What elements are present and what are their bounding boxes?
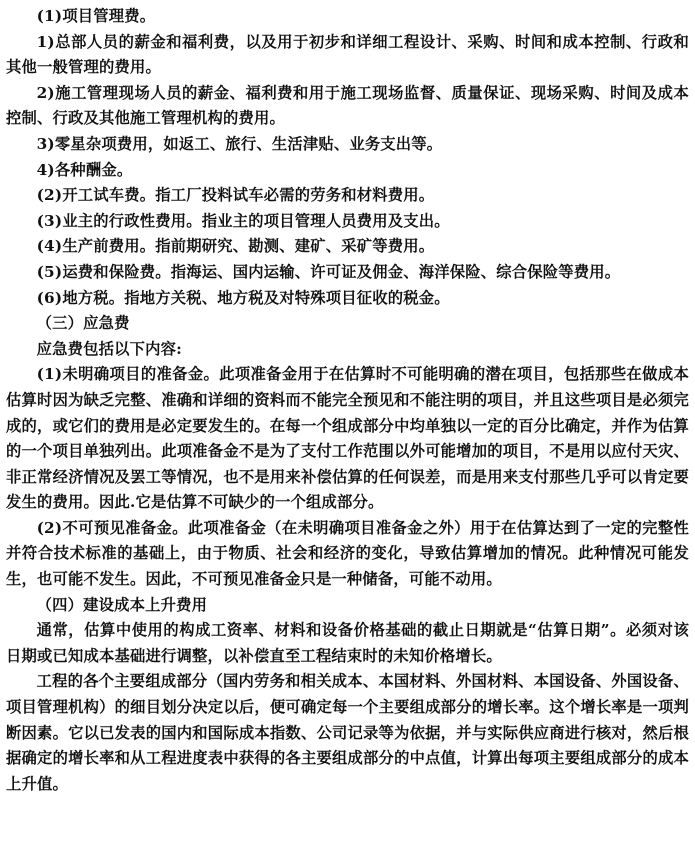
paragraph-undefined-items-reserve: (1)未明确项目的准备金。此项准备金用于在估算时不可能明确的潜在项目，包括那些在做成本估算时因为缺乏完整、准确和详细的资料而不能完全预见和不能注明的项目，并且这些项目是必须完成的，或它们的费用是必定要发生的。在每一个组成部分中均单独以一定的百分比确定，并作为估算的一个项目单独列出。此项准备金不是为了支付工作范围以外可能增加的项目，不是用以应付天灾、非正常经济情况及罢工等情况，也不是用来补偿估算的任何误差，而是用来支付那些几乎可以肯定要发生的费用。因此.它是估算不可缺少的一个组成部分。 [6,365,689,512]
paragraph-local-tax: (6)地方税。指地方关税、地方税及对特殊项目征收的税金。 [36,288,450,307]
paragraph-growth-rate: 工程的各个主要组成部分（国内劳务和相关成本、本国材料、外国材料、本国设备、外国设备、项目管理机构）的细目划分决定以后，便可确定每一个主要组成部分的增长率。这个增长率是一项判断因素。它以已发表的国内和国际成本指数、公司记录等为依据，并与实际供应商进行核对，然后根据确定的增长率和从工程进度表中获得的各主要组成部分的中点值，计算出每项主要组成部分的成本上升值。 [6,672,689,793]
paragraph-freight-insurance: (5)运费和保险费。指海运、国内运输、许可证及佣金、海洋保险、综合保险等费用。 [36,262,621,281]
paragraph-estimate-date: 通常，估算中使用的构成工资率、材料和设备价格基础的截止日期就是“估算日期”。必须对该日期或已知成本基础进行调整，以补偿直至工程结束时的未知价格增长。 [6,621,689,665]
paragraph-site-management-staff: 2)施工管理现场人员的薪金、福利费和用于施工现场监督、质量保证、现场采购、时间及成本控制、行政及其他施工管理机构的费用。 [6,83,689,128]
paragraph-headquarters-staff: 1)总部人员的薪金和福利费，以及用于初步和详细工程设计、采购、时间和成本控制、行政和其他一般管理的费用。 [6,32,689,77]
paragraph-remuneration: 4)各种酬金。 [36,160,133,179]
paragraph-contingency-intro: 应急费包括以下内容: [36,339,182,358]
paragraph-owner-admin-fee: (3)业主的行政性费用。指业主的项目管理人员费用及支出。 [36,211,450,230]
paragraph-unforeseen-reserve: (2)不可预见准备金。此项准备金（在未明确项目准备金之外）用于在估算达到了一定的完整性并符合技术标准的基础上，由于物质、社会和经济的变化，导致估算增加的情况。此种情况可能发生，也可能不发生。因此，不可预见准备金只是一种储备，可能不动用。 [6,518,689,589]
section-heading-contingency: （三）应急费 [36,314,130,333]
paragraph-miscellaneous-costs: 3)零星杂项费用，如返工、旅行、生活津贴、业务支出等。 [36,134,443,153]
paragraph-commissioning-fee: (2)开工试车费。指工厂投料试车必需的劳务和材料费用。 [36,186,435,205]
paragraph-preproduction-fee: (4)生产前费用。指前期研究、勘测、建矿、采矿等费用。 [36,237,435,256]
section-heading-cost-escalation: （四）建设成本上升费用 [36,595,208,614]
heading-project-management-fee: (1)项目管理费。 [36,7,156,25]
